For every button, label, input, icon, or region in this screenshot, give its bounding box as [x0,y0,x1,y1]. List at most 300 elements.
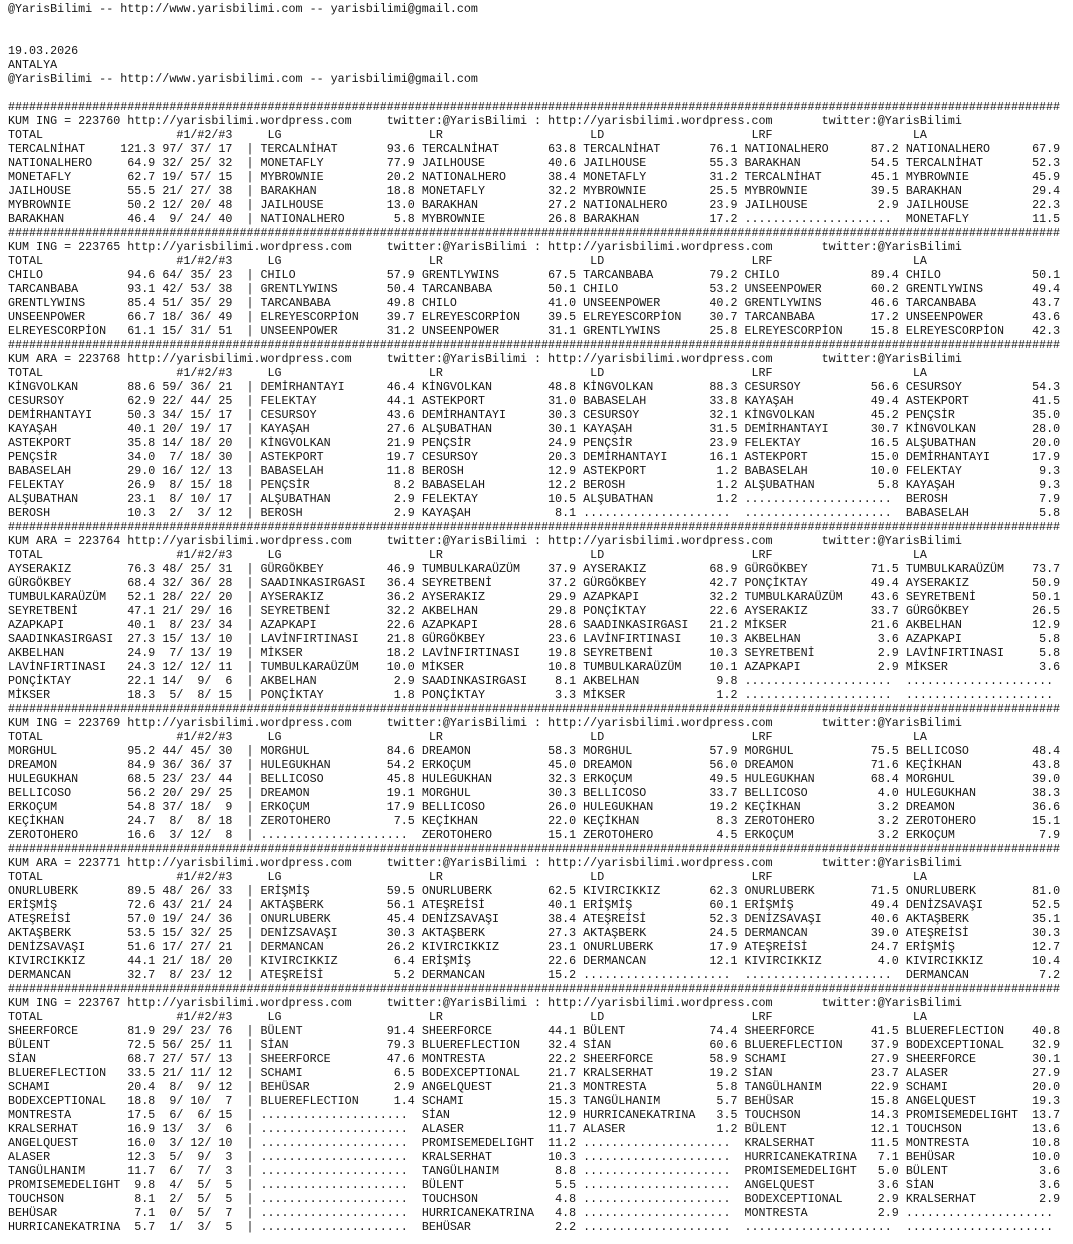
lg-value: 10.0 [379,660,415,674]
total-value: 62.9 [120,394,156,408]
horse-name: BLUEREFLECTION [8,1066,121,1080]
lrf-value: 45.2 [863,408,899,422]
total-value: 50.2 [120,198,156,212]
lr-horse-name: TUMBULKARAÜZÜM [421,562,542,576]
ld-horse-name: AYSERAKIZ [583,562,703,576]
la-value: 10.8 [1025,1136,1061,1150]
place-counts: 23/ 23/ 44 [162,772,233,786]
lr-value: 41.0 [541,296,577,310]
la-value: 28.0 [1025,422,1061,436]
lr-value: 32.2 [541,184,577,198]
horse-name: ANGELQUEST [8,1136,121,1150]
lr-horse-name: HURRICANEKATRINA [421,1206,542,1220]
la-value: 81.0 [1025,884,1061,898]
la-horse-name: KAYAŞAH [905,478,1026,492]
ld-horse-name: BELLICOSO [583,786,703,800]
ld-value: 42.7 [702,576,738,590]
lrf-horse-name: TARCANBABA [744,310,864,324]
la-value: 13.6 [1025,1122,1061,1136]
total-value: 11.7 [120,1164,156,1178]
total-value: 50.3 [120,408,156,422]
column-header-ld: LD [583,128,745,142]
lrf-value: 2.9 [863,1206,899,1220]
place-counts: 2/ 5/ 5 [162,1192,233,1206]
column-header-row [8,1010,1073,1024]
twitter-handle: twitter:@YarisBilimi [386,352,528,366]
lg-horse-name: SCHAMI [260,1066,380,1080]
la-value: 7.9 [1025,828,1061,842]
lr-horse-name: AKTAŞBERK [421,926,542,940]
stat-row: BEHÜSAR 7.1 0/ 5/ 7 | ..................... HURRICANEKATRINA 4.8 ..................... MONTRESTA 2.9 ..................... [8,1206,1068,1220]
lr-value: 12.2 [541,478,577,492]
block-header: KUM ARA = 223771 http://yarisbilimi.wordpress.com twitter:@YarisBilimi : http://yarisbilimi.wordpress.com twitter:@YarisBilimi [8,856,962,870]
horse-name: AKBELHAN [8,646,121,660]
place-counts: 32/ 25/ 32 [162,156,233,170]
la-value: 5.8 [1025,632,1061,646]
la-horse-name: GÜRGÖKBEY [905,604,1026,618]
lrf-value: 43.6 [863,590,899,604]
la-horse-name: HULEGUKHAN [905,786,1026,800]
lrf-value: 3.2 [863,828,899,842]
lrf-value: 71.5 [863,562,899,576]
horse-name: AYSERAKIZ [8,562,121,576]
lr-horse-name: NATIONALHERO [421,170,542,184]
twitter-handle: twitter:@YarisBilimi [386,856,528,870]
la-value: 5.8 [1025,506,1061,520]
place-counts: 14/ 18/ 20 [162,436,233,450]
lr-horse-name: AKBELHAN [421,604,542,618]
horse-name: SCHAMI [8,1080,121,1094]
lr-horse-name: MONETAFLY [421,184,542,198]
ld-value: 17.2 [702,212,738,226]
ld-horse-name: GRENTLYWINS [583,324,703,338]
stat-row: MONTRESTA 17.5 6/ 6/ 15 | ..................... SİAN 12.9 HURRICANEKATRINA 3.5 TOUCHSON 14.3 PROMISEMEDELIGHT 13.7 [8,1108,1061,1122]
ld-value: 8.3 [702,814,738,828]
ld-value: 19.2 [702,1066,738,1080]
lrf-value: 37.9 [863,1038,899,1052]
la-value: 12.9 [1025,618,1061,632]
empty-cell-dots: ..................... [260,1122,422,1136]
ld-value: 17.9 [702,940,738,954]
lrf-horse-name: ALŞUBATHAN [744,478,864,492]
total-value: 29.0 [120,464,156,478]
lrf-value: 46.6 [863,296,899,310]
place-counts: 34/ 15/ 17 [162,408,233,422]
blog-url: http://yarisbilimi.wordpress.com [548,240,773,254]
lr-horse-name: BEROSH [421,464,542,478]
lrf-horse-name: TANGÜLHANIM [744,1080,864,1094]
stat-row: ASTEKPORT 35.8 14/ 18/ 20 | KİNGVOLKAN 21.9 PENÇSİR 24.9 PENÇSİR 23.9 FELEKTAY 16.5 ALŞUBATHAN 20.0 [8,436,1061,450]
twitter-handle: twitter:@YarisBilimi [821,856,962,870]
la-horse-name: KEÇİKHAN [905,758,1026,772]
horse-name: PROMISEMEDELIGHT [8,1178,121,1192]
empty-cell-dots: ..................... [260,1164,422,1178]
race-code: KUM ARA = 223771 [8,856,121,870]
horse-name: SİAN [8,1052,121,1066]
stat-row: ATEŞREİSİ 57.0 19/ 24/ 36 | ONURLUBERK 45.4 DENİZSAVAŞI 38.4 ATEŞREİSİ 52.3 DENİZSAVAŞI 40.6 AKTAŞBERK 35.1 [8,912,1061,926]
lg-horse-name: BEROSH [260,506,380,520]
ld-value: 74.4 [702,1024,738,1038]
column-header-lg: LG [260,548,422,562]
lrf-value: 3.6 [863,1178,899,1192]
lg-horse-name: ATEŞREİSİ [260,968,380,982]
stat-row: MİKSER 18.3 5/ 8/ 15 | PONÇİKTAY 1.8 PONÇİKTAY 3.3 MİKSER 1.2 ..................... ..................... [8,688,1068,702]
lr-horse-name: DREAMON [421,744,542,758]
total-value: 12.3 [120,1150,156,1164]
lr-horse-name: TARCANBABA [421,282,542,296]
horse-name: SHEERFORCE [8,1024,121,1038]
twitter-handle: twitter:@YarisBilimi [386,114,528,128]
lg-value: 18.8 [379,184,415,198]
lr-horse-name: TANGÜLHANIM [421,1164,542,1178]
lg-value: 21.8 [379,632,415,646]
ld-horse-name: ZEROTOHERO [583,828,703,842]
place-counts: 15/ 13/ 10 [162,632,233,646]
stat-row: SCHAMI 20.4 8/ 9/ 12 | BEHÜSAR 2.9 ANGELQUEST 21.3 MONTRESTA 5.8 TANGÜLHANIM 22.9 SCHAMI 20.0 [8,1080,1061,1094]
lrf-value: 87.2 [863,142,899,156]
horse-name: FELEKTAY [8,478,121,492]
total-value: 76.3 [120,562,156,576]
lr-value: 20.3 [541,450,577,464]
lr-value: 45.0 [541,758,577,772]
ld-value: 32.2 [702,590,738,604]
ld-value: 76.1 [702,142,738,156]
total-value: 40.1 [120,422,156,436]
lg-horse-name: BELLICOSO [260,772,380,786]
lr-value: 40.1 [541,898,577,912]
block-header: KUM ING = 223765 http://yarisbilimi.wordpress.com twitter:@YarisBilimi : http://yarisbilimi.wordpress.com twitter:@YarisBilimi [8,240,962,254]
empty-cell-dots: ..................... [744,212,906,226]
horse-name: ERİŞMİŞ [8,898,121,912]
place-counts: 21/ 11/ 12 [162,1066,233,1080]
lg-horse-name: AKTAŞBERK [260,898,380,912]
lr-horse-name: KIVIRCIKKIZ [421,940,542,954]
ld-value: 12.1 [702,954,738,968]
la-horse-name: BÜLENT [905,1164,1026,1178]
ld-horse-name: TANGÜLHANIM [583,1094,703,1108]
la-value: 7.2 [1025,968,1061,982]
lr-value: 10.5 [541,492,577,506]
horse-name: UNSEENPOWER [8,310,121,324]
la-value: 29.4 [1025,184,1061,198]
la-value: 19.3 [1025,1094,1061,1108]
stat-row: DEMİRHANTAYI 50.3 34/ 15/ 17 | CESURSOY 43.6 DEMİRHANTAYI 30.3 CESURSOY 32.1 KİNGVOLKAN 45.2 PENÇSİR 35.0 [8,408,1061,422]
lr-value: 30.3 [541,408,577,422]
lg-horse-name: BABASELAH [260,464,380,478]
column-header-la: LA [905,366,1068,380]
lr-value: 67.5 [541,268,577,282]
lg-value: 32.2 [379,604,415,618]
lr-horse-name: BARAKHAN [421,198,542,212]
ld-horse-name: DERMANCAN [583,954,703,968]
lrf-value: 14.3 [863,1108,899,1122]
race-code: KUM ARA = 223768 [8,352,121,366]
lrf-horse-name: DENİZSAVAŞI [744,912,864,926]
lr-value: 44.1 [541,1024,577,1038]
lr-value: 11.7 [541,1122,577,1136]
lr-value: 23.1 [541,940,577,954]
la-horse-name: TERCALNİHAT [905,156,1026,170]
lrf-value: 49.4 [863,394,899,408]
lrf-horse-name: AYSERAKIZ [744,604,864,618]
la-value: 35.0 [1025,408,1061,422]
lg-value: 2.9 [379,492,415,506]
ld-horse-name: BEROSH [583,478,703,492]
lg-value: 44.1 [379,394,415,408]
empty-cell-dots: ..................... [905,1220,1068,1234]
lr-value: 62.5 [541,884,577,898]
horse-name: TERCALNİHAT [8,142,121,156]
horse-name: KAYAŞAH [8,422,121,436]
race-city [8,58,1073,72]
la-horse-name: PROMISEMEDELIGHT [905,1108,1026,1122]
ld-horse-name: SAADINKASIRGASI [583,618,703,632]
lg-horse-name: ERİŞMİŞ [260,884,380,898]
empty-cell-dots: ..................... [260,1150,422,1164]
lrf-horse-name: MONTRESTA [744,1206,864,1220]
ld-value: 25.5 [702,184,738,198]
lr-value: 2.2 [541,1220,577,1234]
stat-row: GRENTLYWINS 85.4 51/ 35/ 29 | TARCANBABA 49.8 CHILO 41.0 UNSEENPOWER 40.2 GRENTLYWINS 46.6 TARCANBABA 43.7 [8,296,1061,310]
ld-value: 21.2 [702,618,738,632]
blog-url: http://yarisbilimi.wordpress.com [548,114,773,128]
lrf-value: 68.4 [863,772,899,786]
ld-value: 31.2 [702,170,738,184]
lr-horse-name: KİNGVOLKAN [421,380,542,394]
ld-value: 10.3 [702,646,738,660]
place-counts: 5/ 9/ 3 [162,1150,233,1164]
lr-horse-name: BLUEREFLECTION [421,1038,542,1052]
lr-horse-name: DENİZSAVAŞI [421,912,542,926]
stat-row: BELLICOSO 56.2 20/ 29/ 25 | DREAMON 19.1 MORGHUL 30.3 BELLICOSO 33.7 BELLICOSO 4.0 HULEGUKHAN 38.3 [8,786,1061,800]
place-counts: 32/ 36/ 28 [162,576,233,590]
ld-horse-name: TARCANBABA [583,268,703,282]
column-header-lrf: LRF [744,730,906,744]
column-header-places: #1/#2/#3 [162,128,233,142]
lr-value: 58.3 [541,744,577,758]
column-header-lrf: LRF [744,366,906,380]
stat-row: TANGÜLHANIM 11.7 6/ 7/ 3 | ..................... TANGÜLHANIM 8.8 ..................... PROMISEMEDELIGHT 5.0 BÜLENT 3.6 [8,1164,1061,1178]
lr-value: 63.8 [541,142,577,156]
lr-horse-name: ELREYESCORPİON [421,310,542,324]
lg-value: 6.5 [379,1066,415,1080]
ld-value: 9.8 [702,674,738,688]
lrf-horse-name: BODEXCEPTIONAL [744,1192,864,1206]
total-value: 121.3 [120,142,156,156]
la-horse-name: ALASER [905,1066,1026,1080]
empty-cell-dots: ..................... [583,1150,745,1164]
lrf-horse-name: TOUCHSON [744,1108,864,1122]
lr-horse-name: ALASER [421,1122,542,1136]
lr-value: 37.2 [541,576,577,590]
stat-row: PENÇSİR 34.0 7/ 18/ 30 | ASTEKPORT 19.7 CESURSOY 20.3 DEMİRHANTAYI 16.1 ASTEKPORT 15.0 DEMİRHANTAYI 17.9 [8,450,1061,464]
la-horse-name: ERİŞMİŞ [905,940,1026,954]
place-counts: 7/ 13/ 19 [162,646,233,660]
blank-line [8,86,1073,100]
la-horse-name: DREAMON [905,800,1026,814]
lrf-horse-name: SHEERFORCE [744,1024,864,1038]
ld-horse-name: PONÇİKTAY [583,604,703,618]
lr-value: 38.4 [541,170,577,184]
lg-value: 36.2 [379,590,415,604]
total-value: 52.1 [120,590,156,604]
lrf-horse-name: MİKSER [744,618,864,632]
lg-value: 49.8 [379,296,415,310]
la-horse-name: NATIONALHERO [905,142,1026,156]
total-value: 46.4 [120,212,156,226]
empty-cell-dots: ..................... [583,1206,745,1220]
stat-row: LAVİNFIRTINASI 24.3 12/ 12/ 11 | TUMBULKARAÜZÜM 10.0 MİKSER 10.8 TUMBULKARAÜZÜM 10.1 AZAPKAPI 2.9 MİKSER 3.6 [8,660,1061,674]
lr-horse-name: BODEXCEPTIONAL [421,1066,542,1080]
place-counts: 21/ 29/ 16 [162,604,233,618]
la-value: 48.4 [1025,744,1061,758]
lrf-value: 49.4 [863,576,899,590]
lg-value: 19.7 [379,450,415,464]
stat-row: MORGHUL 95.2 44/ 45/ 30 | MORGHUL 84.6 DREAMON 58.3 MORGHUL 57.9 MORGHUL 75.5 BELLICOSO 48.4 [8,744,1061,758]
lrf-value: 45.1 [863,170,899,184]
stat-row: PONÇİKTAY 22.1 14/ 9/ 6 | AKBELHAN 2.9 SAADINKASIRGASI 8.1 AKBELHAN 9.8 ..................... ..................... [8,674,1068,688]
lrf-value: 2.9 [863,198,899,212]
la-horse-name: ELREYESCORPİON [905,324,1026,338]
la-value: 30.1 [1025,1052,1061,1066]
ld-horse-name: PENÇSİR [583,436,703,450]
lr-value: 28.6 [541,618,577,632]
stat-row: ALASER 12.3 5/ 9/ 3 | ..................... KRALSERHAT 10.3 ..................... HURRICANEKATRINA 7.1 BEHÜSAR 10.0 [8,1150,1061,1164]
total-value: 16.0 [120,1136,156,1150]
la-horse-name: ALŞUBATHAN [905,436,1026,450]
empty-cell-dots: ..................... [744,506,906,520]
ld-value: 1.2 [702,688,738,702]
stat-row: KIVIRCIKKIZ 44.1 21/ 18/ 20 | KIVIRCIKKIZ 6.4 ERİŞMİŞ 22.6 DERMANCAN 12.1 KIVIRCIKKIZ 4.0 KIVIRCIKKIZ 10.4 [8,954,1061,968]
lg-value: 2.9 [379,1080,415,1094]
lg-value: 31.2 [379,324,415,338]
lr-value: 29.8 [541,604,577,618]
la-horse-name: BODEXCEPTIONAL [905,1038,1026,1052]
la-value: 52.5 [1025,898,1061,912]
lr-value: 50.1 [541,282,577,296]
column-header-lr: LR [421,730,584,744]
stat-row: SHEERFORCE 81.9 29/ 23/ 76 | BÜLENT 91.4 SHEERFORCE 44.1 BÜLENT 74.4 SHEERFORCE 41.5 BLUEREFLECTION 40.8 [8,1024,1061,1038]
la-horse-name: JAILHOUSE [905,198,1026,212]
lr-horse-name: HULEGUKHAN [421,772,542,786]
ld-horse-name: HURRICANEKATRINA [583,1108,703,1122]
total-value: 57.0 [120,912,156,926]
stat-row: HULEGUKHAN 68.5 23/ 23/ 44 | BELLICOSO 45.8 HULEGUKHAN 32.3 ERKOÇUM 49.5 HULEGUKHAN 68.4 MORGHUL 39.0 [8,772,1061,786]
lrf-horse-name: ZEROTOHERO [744,814,864,828]
lr-value: 10.3 [541,1150,577,1164]
total-value: 88.6 [120,380,156,394]
la-value: 3.6 [1025,1164,1061,1178]
lr-horse-name: DERMANCAN [421,968,542,982]
twitter-handle: twitter:@YarisBilimi [821,114,962,128]
lr-horse-name: LAVİNFIRTINASI [421,646,542,660]
la-value: 43.8 [1025,758,1061,772]
ld-horse-name: MONETAFLY [583,170,703,184]
ld-horse-name: ALŞUBATHAN [583,492,703,506]
lrf-horse-name: MYBROWNIE [744,184,864,198]
ld-horse-name: MİKSER [583,688,703,702]
lr-value: 21.3 [541,1080,577,1094]
horse-name: DREAMON [8,758,121,772]
place-counts: 13/ 3/ 6 [162,1122,233,1136]
total-value: 84.9 [120,758,156,772]
place-counts: 6/ 6/ 15 [162,1108,233,1122]
horse-name: DEMİRHANTAYI [8,408,121,422]
lg-horse-name: GÜRGÖKBEY [260,562,380,576]
column-header-row [8,870,1073,884]
lg-horse-name: ERKOÇUM [260,800,380,814]
la-horse-name: CHILO [905,268,1026,282]
la-value: 13.7 [1025,1108,1061,1122]
horse-name: KEÇİKHAN [8,814,121,828]
column-header-lg: LG [260,366,422,380]
ld-value: 55.3 [702,156,738,170]
lr-horse-name: BABASELAH [421,478,542,492]
lr-value: 32.4 [541,1038,577,1052]
total-value: 56.2 [120,786,156,800]
lr-horse-name: MYBROWNIE [421,212,542,226]
la-horse-name: BABASELAH [905,506,1026,520]
lg-horse-name: KİNGVOLKAN [260,436,380,450]
place-counts: 8/ 9/ 12 [162,1080,233,1094]
lrf-horse-name: SİAN [744,1066,864,1080]
horse-name: MONTRESTA [8,1108,121,1122]
lrf-value: 2.9 [863,646,899,660]
blog-url: http://yarisbilimi.wordpress.com [548,716,773,730]
ld-horse-name: UNSEENPOWER [583,296,703,310]
stat-row: SEYRETBENİ 47.1 21/ 29/ 16 | SEYRETBENİ 32.2 AKBELHAN 29.8 PONÇİKTAY 22.6 AYSERAKIZ 33.7 GÜRGÖKBEY 26.5 [8,604,1061,618]
total-value: 93.1 [120,282,156,296]
lrf-horse-name: BLUEREFLECTION [744,1038,864,1052]
lr-value: 22.0 [541,814,577,828]
la-horse-name: BLUEREFLECTION [905,1024,1026,1038]
lrf-value: 5.0 [863,1164,899,1178]
lg-value: 19.1 [379,786,415,800]
ld-horse-name: HULEGUKHAN [583,800,703,814]
contact-text: @YarisBilimi -- http://www.yarisbilimi.com -- yarisbilimi@gmail.com [8,2,478,16]
horse-name: MORGHUL [8,744,121,758]
stat-row: CESURSOY 62.9 22/ 44/ 25 | FELEKTAY 44.1 ASTEKPORT 31.0 BABASELAH 33.8 KAYAŞAH 49.4 ASTEKPORT 41.5 [8,394,1061,408]
column-header-places: #1/#2/#3 [162,548,233,562]
separator-line: ###################################################################################################################################################### [8,226,1061,240]
lg-value: 7.5 [379,814,415,828]
empty-cell-dots: ..................... [744,688,906,702]
total-value: 20.4 [120,1080,156,1094]
empty-cell-dots: ..................... [744,1220,906,1234]
lrf-value: 41.5 [863,1024,899,1038]
stat-row: KİNGVOLKAN 88.6 59/ 36/ 21 | DEMİRHANTAYI 46.4 KİNGVOLKAN 48.8 KİNGVOLKAN 88.3 CESURSOY 56.6 CESURSOY 54.3 [8,380,1061,394]
lg-value: 45.8 [379,772,415,786]
place-counts: 5/ 8/ 15 [162,688,233,702]
lrf-horse-name: CHILO [744,268,864,282]
lr-horse-name: AZAPKAPI [421,618,542,632]
lg-horse-name: BEHÜSAR [260,1080,380,1094]
horse-name: BODEXCEPTIONAL [8,1094,121,1108]
place-counts: 0/ 5/ 7 [162,1206,233,1220]
place-counts: 37/ 18/ 9 [162,800,233,814]
lrf-horse-name: AKBELHAN [744,632,864,646]
place-counts: 59/ 36/ 21 [162,380,233,394]
la-horse-name: ASTEKPORT [905,394,1026,408]
lr-horse-name: BÜLENT [421,1178,542,1192]
lg-horse-name: JAILHOUSE [260,198,380,212]
total-value: 54.8 [120,800,156,814]
lr-value: 31.0 [541,394,577,408]
lr-horse-name: ANGELQUEST [421,1080,542,1094]
la-value: 50.1 [1025,268,1061,282]
stat-row: AYSERAKIZ 76.3 48/ 25/ 31 | GÜRGÖKBEY 46.9 TUMBULKARAÜZÜM 37.9 AYSERAKIZ 68.9 GÜRGÖKBEY 71.5 TUMBULKARAÜZÜM 73.7 [8,562,1061,576]
la-horse-name: MORGHUL [905,772,1026,786]
